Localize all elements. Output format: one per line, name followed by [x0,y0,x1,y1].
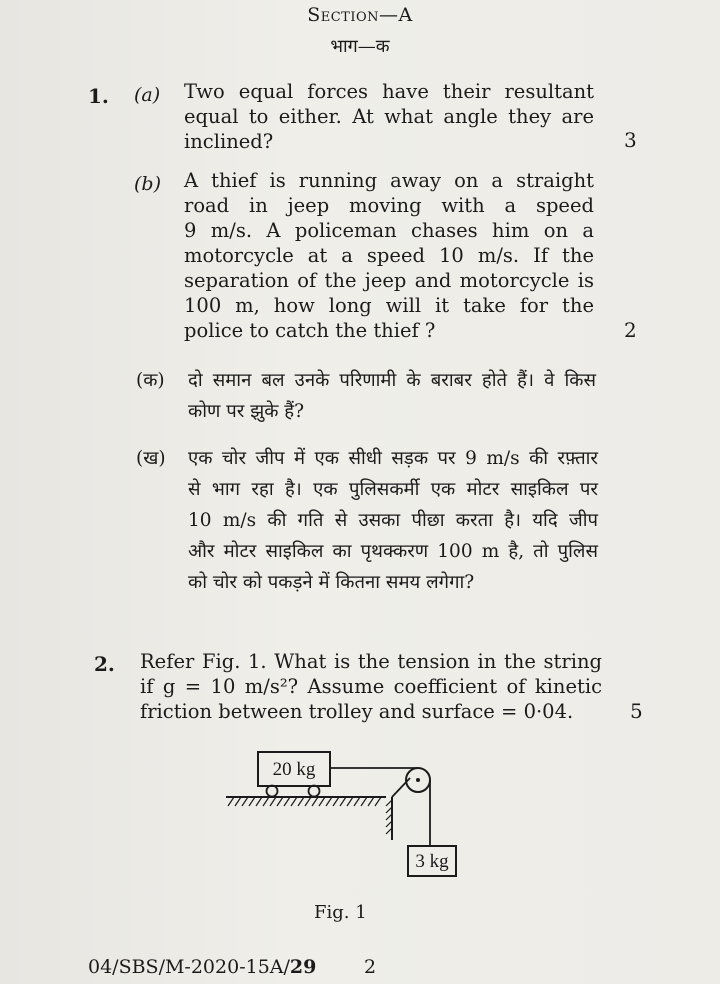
figure-caption: Fig. 1 [314,902,367,923]
question-1ka-text: दो समान बल उनके परिणामी के बराबर होते हैं। वे किस कोण पर झुके हैं? [188,370,596,422]
footer-page-number: 2 [364,956,377,978]
trolley-mass-label: 20 kg [272,759,316,780]
question-1b-marks: 2 [624,318,637,342]
pulley-axle [416,778,420,782]
question-2-marks: 5 [630,699,643,723]
trolley-wheel-right [309,786,320,797]
section-title: Section—A [307,4,413,26]
question-2-number: 2. [94,652,115,676]
figure-1-diagram [210,748,480,888]
question-1b-text: A thief is running away on a straight road in jeep moving with a speed 9 m/s. A policeman chases him on a motorcycle at a speed 10 m/s. If the separation of the jeep and motorcycle is 100 m, how long will it take for the police to catch the thief ? [184,169,594,342]
trolley-wheel-left [267,786,278,797]
hanging-mass-label: 3 kg [415,851,449,872]
question-1kha-label: (ख) [136,448,166,469]
pulley-support [392,778,410,797]
question-2-text: Refer Fig. 1. What is the tension in the string if g = 10 m/s²? Assume coefficient of kinetic friction between trolley and surface = 0·04. [140,650,602,723]
question-1-number: 1. [88,84,109,108]
question-1ka-label: (क) [136,370,165,391]
question-1b-label: (b) [134,173,161,195]
question-1a-text: Two equal forces have their resultant equal to either. At what angle they are inclined? [184,80,594,153]
question-1a-label: (a) [134,84,161,106]
surface-hatching [228,797,381,806]
question-1kha-text: एक चोर जीप में एक सीधी सड़क पर 9 m/s की रफ़्तार से भाग रहा है। एक पुलिसकर्मी एक मोटर साइकिल पर 10 m/s की गति से उसका पीछा करता है। यदि जीप और मोटर साइकिल का पृथक्करण 100 m है, तो पुलिस को चोर को पकड़ने में कितना समय लगेगा? [188,448,598,593]
footer-code: 04/SBS/M-2020-15A/29 [88,956,317,978]
question-1a-marks: 3 [624,128,637,152]
section-hindi-title: भाग—क [330,36,390,57]
